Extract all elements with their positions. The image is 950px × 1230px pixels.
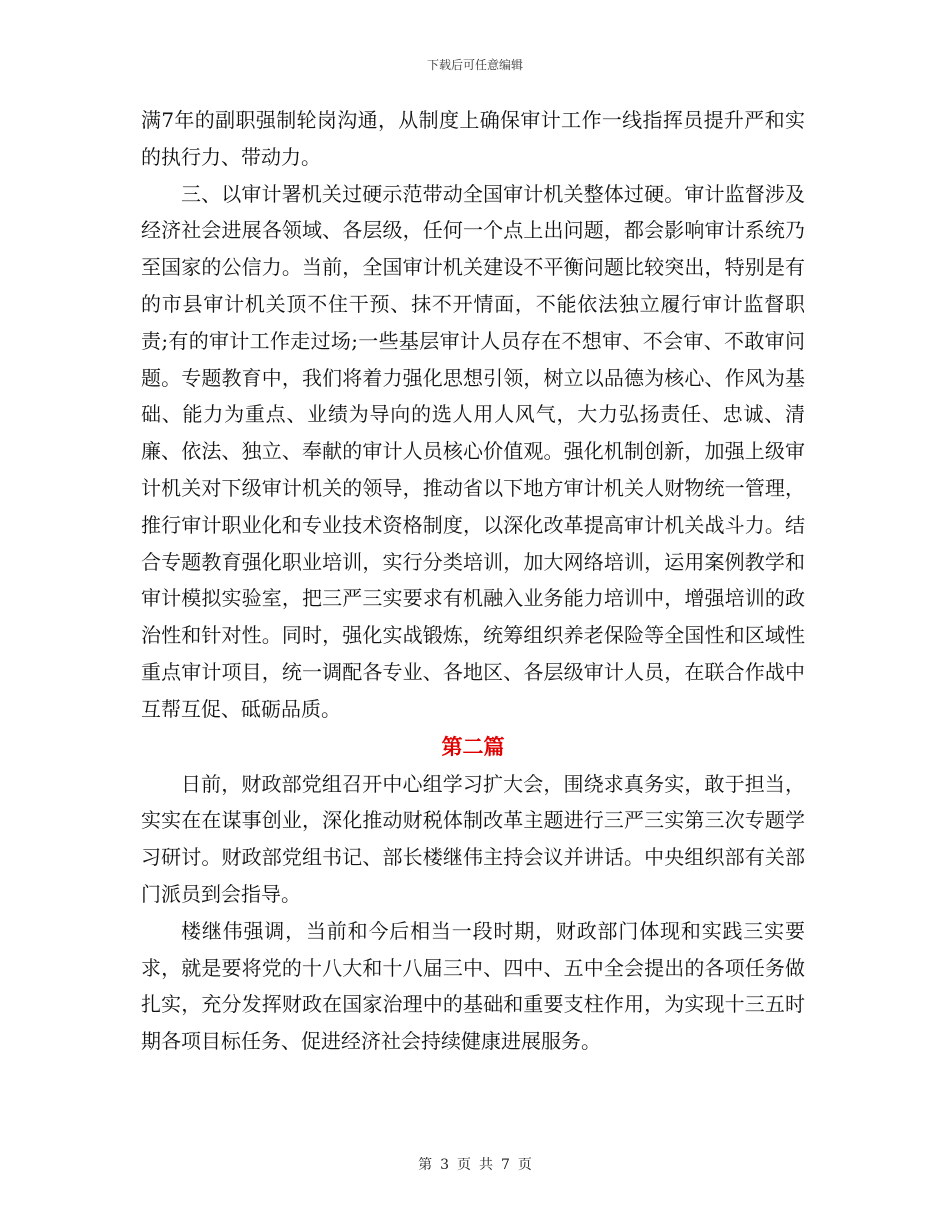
- footer-di: 第: [418, 1157, 433, 1173]
- paragraph-audit-section-three: 三、以审计署机关过硬示范带动全国审计机关整体过硬。审计监督涉及经济社会进展各领域、各层级，任何一个点上出问题，都会影响审计系统乃至国家的公信力。当前，全国审计机关建设不平衡问题比较突出，特别是有的市县审计机关顶不住干预、抹不开情面，不能依法独立履行审计监督职责;有的审计工作走过场;一些基层审计人员存在不想审、不会审、不敢审问题。专题教育中，我们将着力强化思想引领，树立以品德为核心、作风为基础、能力为重点、业绩为导向的选人用人风气，大力弘扬责任、忠诚、清廉、依法、独立、奉献的审计人员核心价值观。强化机制创新，加强上级审计机关对下级审计机关的领导，推动省以下地方审计机关人财物统一管理，推行审计职业化和专业技术资格制度，以深化改革提高审计机关战斗力。结合专题教育强化职业培训，实行分类培训，加大网络培训，运用案例教学和审计模拟实验室，把三严三实要求有机融入业务能力培训中，增强培训的政治性和针对性。同时，强化实战锻炼，统筹组织养老保险等全国性和区域性重点审计项目，统一调配各专业、各地区、各层级审计人员，在联合作战中互帮互促、砥砺品质。: [141, 181, 805, 721]
- header-note: 下载后可任意编辑: [426, 58, 523, 72]
- footer-total-pages: 7: [501, 1157, 510, 1173]
- page-header: [0, 57, 950, 73]
- document-body: [141, 102, 805, 1060]
- paragraph-lou-jiwei: 楼继伟强调，当前和今后相当一段时期，财政部门体现和实践三实要求，就是要将党的十八大和十八届三中、四中、五中全会提出的各项任务做扎实，充分发挥财政在国家治理中的基础和重要支柱作用，为实现十三五时期各项目标任务、促进经济社会持续健康进展服务。: [141, 918, 805, 1054]
- paragraph-continuation: 满7年的副职强制轮岗沟通，从制度上确保审计工作一线指挥员提升严和实的执行力、带动力。: [141, 108, 805, 169]
- footer-ye-2: 页: [517, 1157, 532, 1173]
- footer-gong: 共: [479, 1157, 493, 1173]
- section-heading: 第二篇: [441, 733, 505, 759]
- paragraph-finance-meeting: 日前，财政部党组召开中心组学习扩大会，围绕求真务实，敢于担当，实实在在谋事创业，深化推动财税体制改革主题进行三严三实第三次专题学习研讨。财政部党组书记、部长楼继伟主持会议并讲话。中央组织部有关部门派员到会指导。: [141, 771, 805, 906]
- footer-ye: 页: [457, 1157, 471, 1173]
- footer-page-number: 3: [440, 1157, 449, 1173]
- page-footer: [0, 1156, 950, 1174]
